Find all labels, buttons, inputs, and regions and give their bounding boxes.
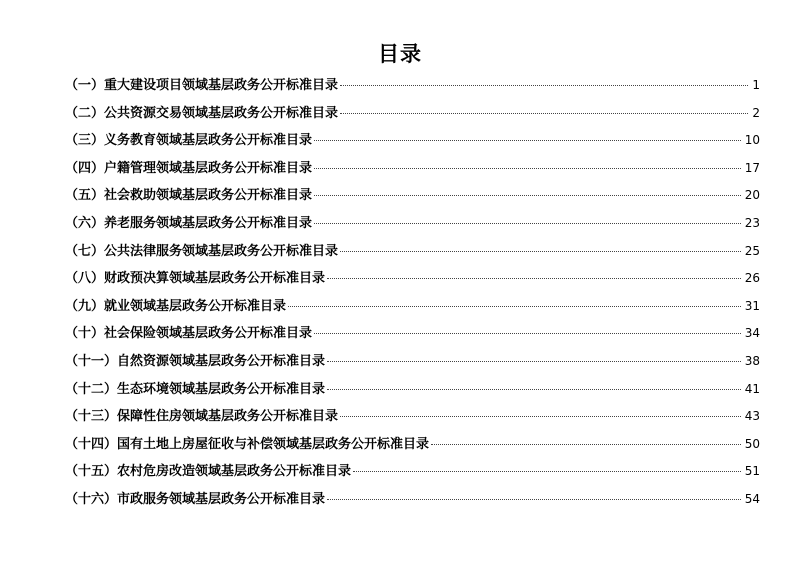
dot-leader — [327, 361, 741, 362]
toc-entry-page: 31 — [744, 298, 760, 313]
toc-entry-label: （十五）农村危房改造领域基层政务公开标准目录 — [65, 464, 352, 480]
dot-leader — [340, 251, 741, 252]
dot-leader — [340, 85, 748, 86]
toc-title: 目录 — [378, 42, 422, 66]
toc-entry-page: 54 — [744, 491, 760, 506]
toc-entry-label: （十一）自然资源领域基层政务公开标准目录 — [65, 353, 326, 369]
toc-entry[interactable] — [65, 433, 760, 461]
toc-entry[interactable] — [65, 74, 760, 102]
toc-entry-label: （十）社会保险领域基层政务公开标准目录 — [65, 326, 313, 342]
toc-entry-page: 34 — [744, 326, 760, 341]
dot-leader — [431, 444, 741, 445]
toc-entry-label: （五）社会救助领域基层政务公开标准目录 — [65, 188, 313, 204]
toc-entry-page: 17 — [744, 160, 760, 175]
toc-entry-label: （十三）保障性住房领域基层政务公开标准目录 — [65, 409, 339, 425]
toc-entry[interactable] — [65, 378, 760, 406]
toc-entry-label: （二）公共资源交易领域基层政务公开标准目录 — [65, 105, 339, 121]
toc-entry-page: 26 — [744, 271, 760, 286]
toc-entry-label: （七）公共法律服务领域基层政务公开标准目录 — [65, 243, 339, 259]
toc-entry[interactable] — [65, 322, 760, 350]
toc-entry[interactable] — [65, 405, 760, 433]
toc-entry[interactable] — [65, 460, 760, 488]
dot-leader — [314, 223, 741, 224]
toc-entry-page: 41 — [744, 381, 760, 396]
dot-leader — [314, 195, 741, 196]
toc-entry-label: （十六）市政服务领域基层政务公开标准目录 — [65, 491, 326, 507]
toc-entry-page: 50 — [744, 436, 760, 451]
dot-leader — [340, 416, 741, 417]
toc-entry-page: 1 — [752, 78, 760, 92]
toc-entry[interactable] — [65, 267, 760, 295]
toc-entry-label: （九）就业领域基层政务公开标准目录 — [65, 298, 287, 314]
toc-entry-label: （十二）生态环境领域基层政务公开标准目录 — [65, 381, 326, 397]
toc-entry-label: （一）重大建设项目领域基层政务公开标准目录 — [65, 78, 339, 93]
dot-leader — [340, 113, 748, 114]
dot-leader — [353, 471, 741, 472]
dot-leader — [327, 389, 741, 390]
toc-entry-page: 2 — [752, 105, 760, 120]
toc-entry[interactable] — [65, 488, 760, 516]
toc-entry-label: （十四）国有土地上房屋征收与补偿领域基层政务公开标准目录 — [65, 436, 430, 452]
toc-entry[interactable] — [65, 240, 760, 268]
toc-entry-page: 10 — [744, 133, 760, 148]
dot-leader — [314, 168, 741, 169]
toc-entry[interactable] — [65, 102, 760, 130]
toc-entry[interactable] — [65, 350, 760, 378]
dot-leader — [314, 140, 741, 141]
dot-leader — [314, 333, 741, 334]
toc-entry-page: 43 — [744, 409, 760, 424]
dot-leader — [288, 306, 741, 307]
toc-entry[interactable] — [65, 212, 760, 240]
toc-entry-label: （八）财政预决算领域基层政务公开标准目录 — [65, 271, 326, 287]
toc-entry-page: 38 — [744, 353, 760, 368]
toc-entry-label: （四）户籍管理领域基层政务公开标准目录 — [65, 160, 313, 176]
toc-entry-label: （三）义务教育领域基层政务公开标准目录 — [65, 133, 313, 149]
toc-entry[interactable] — [65, 295, 760, 323]
toc-entry-page: 20 — [744, 188, 760, 203]
toc-entry[interactable] — [65, 157, 760, 185]
toc-entry-page: 25 — [744, 243, 760, 258]
toc-entry[interactable] — [65, 129, 760, 157]
toc-list — [65, 74, 760, 516]
toc-entry[interactable] — [65, 184, 760, 212]
toc-entry-page: 23 — [744, 215, 760, 230]
dot-leader — [327, 499, 741, 500]
dot-leader — [327, 278, 741, 279]
toc-entry-label: （六）养老服务领域基层政务公开标准目录 — [65, 215, 313, 231]
toc-entry-page: 51 — [744, 464, 760, 479]
